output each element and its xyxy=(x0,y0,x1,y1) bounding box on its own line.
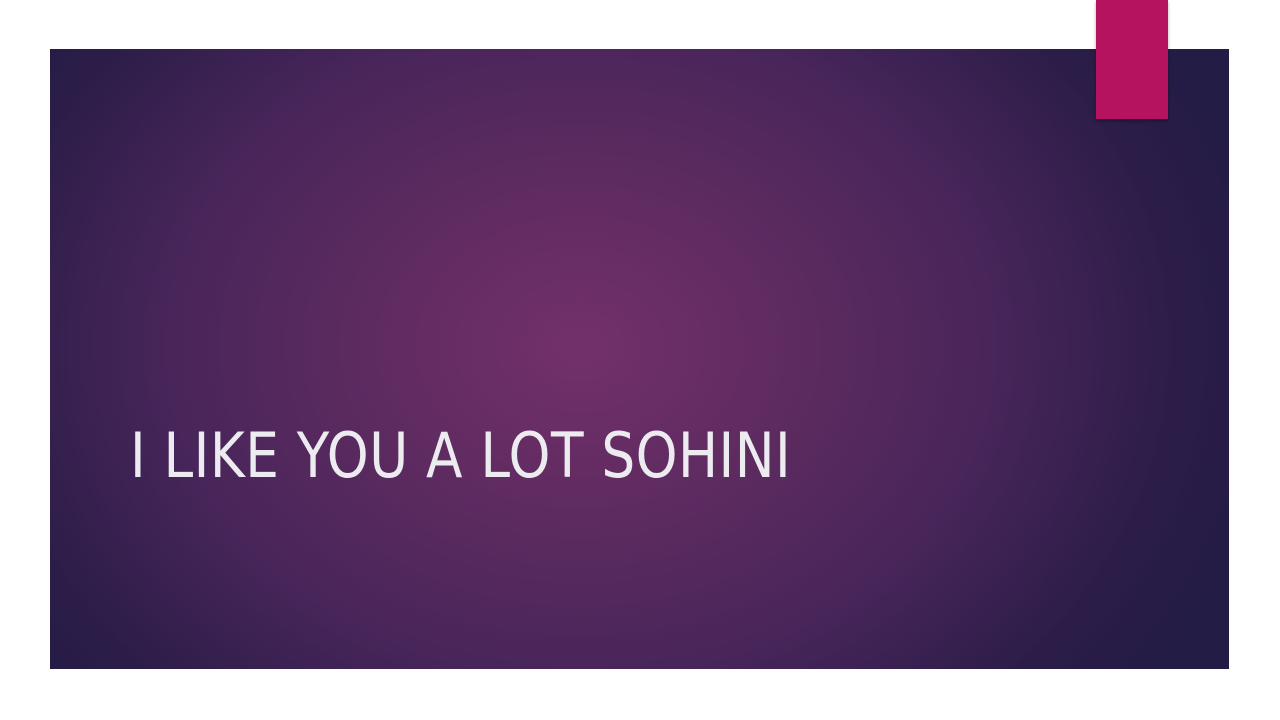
slide-background-panel xyxy=(50,49,1229,669)
accent-tab xyxy=(1096,0,1168,119)
slide-title[interactable]: I LIKE YOU A LOT SOHINI xyxy=(130,419,792,492)
